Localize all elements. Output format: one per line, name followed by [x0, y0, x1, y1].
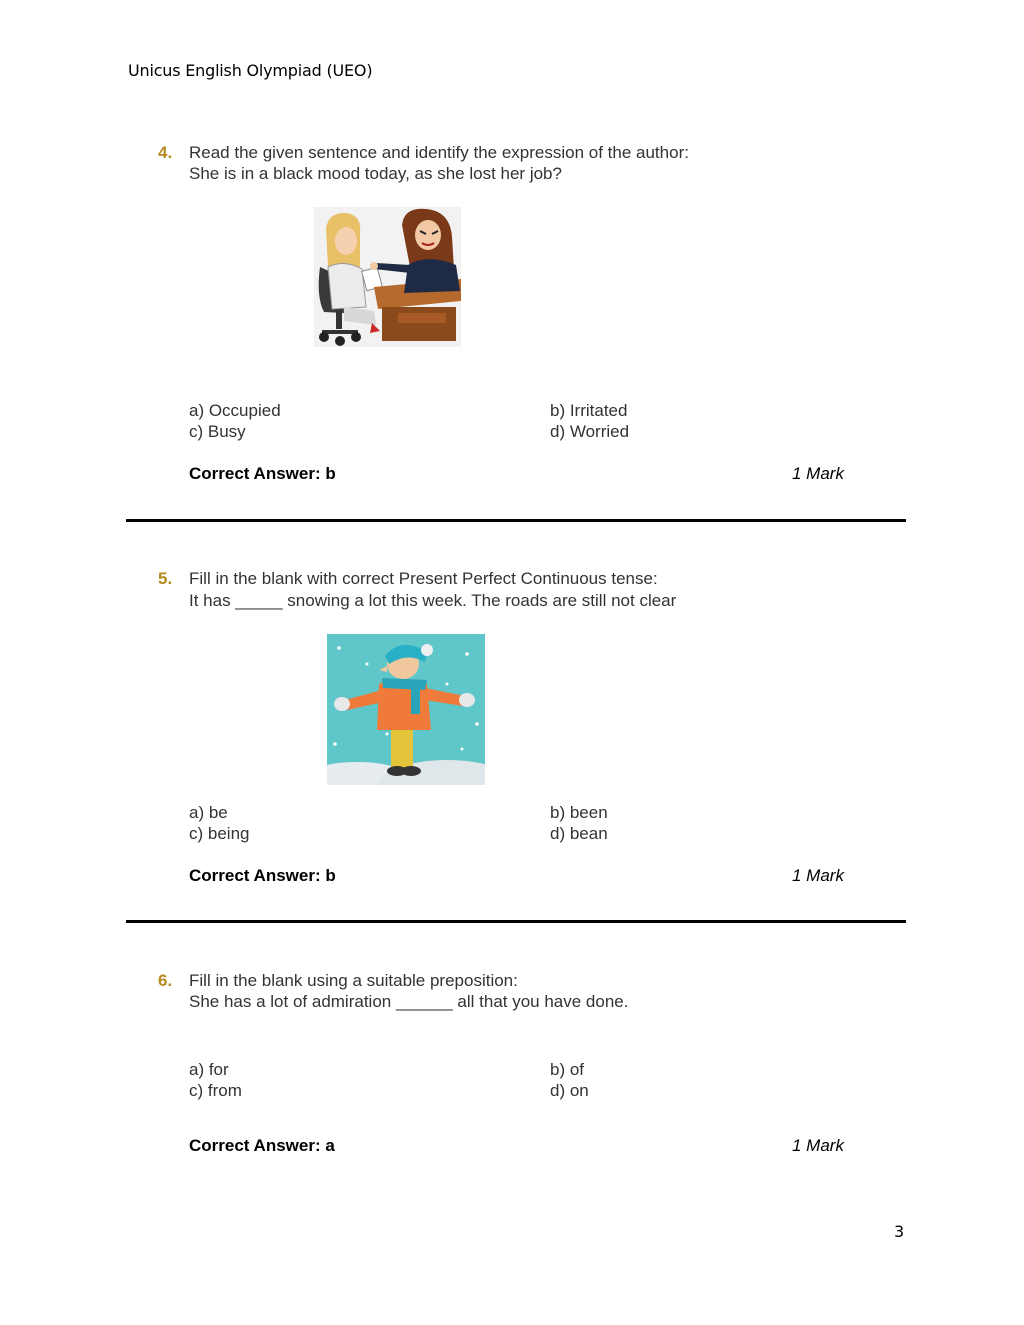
- mark-value: 1 Mark: [792, 464, 844, 483]
- correct-answer: Correct Answer: a: [189, 1136, 335, 1155]
- child-in-snow-illustration: [327, 634, 485, 785]
- option-a: a) be: [189, 803, 228, 822]
- option-c: c) being: [189, 824, 250, 843]
- correct-answer: Correct Answer: b: [189, 464, 336, 483]
- question-prompt: Fill in the blank with correct Present Perfect Continuous tense:: [189, 569, 658, 588]
- option-a: a) Occupied: [189, 401, 281, 420]
- option-b: b) Irritated: [550, 401, 628, 420]
- question-number: 4.: [158, 143, 173, 162]
- office-scolding-illustration: [314, 207, 461, 347]
- section-divider: [126, 920, 906, 923]
- option-a: a) for: [189, 1060, 229, 1079]
- question-sentence: She has a lot of admiration ______ all that you have done.: [189, 992, 629, 1011]
- question-sentence: It has _____ snowing a lot this week. The roads are still not clear: [189, 591, 677, 610]
- mark-value: 1 Mark: [792, 866, 844, 885]
- option-c: c) from: [189, 1081, 242, 1100]
- correct-answer: Correct Answer: b: [189, 866, 336, 885]
- question-sentence: She is in a black mood today, as she lost her job?: [189, 164, 562, 183]
- question-number: 5.: [158, 569, 173, 588]
- section-divider: [126, 519, 906, 522]
- question-prompt: Read the given sentence and identify the expression of the author:: [189, 143, 689, 162]
- question-prompt: Fill in the blank using a suitable preposition:: [189, 971, 518, 990]
- mark-value: 1 Mark: [792, 1136, 844, 1155]
- option-d: d) on: [550, 1081, 589, 1100]
- option-d: d) Worried: [550, 422, 630, 441]
- page-number: 3: [894, 1222, 905, 1241]
- document-header: Unicus English Olympiad (UEO): [128, 61, 373, 80]
- option-c: c) Busy: [189, 422, 246, 441]
- option-b: b) been: [550, 803, 608, 822]
- option-b: b) of: [550, 1060, 585, 1079]
- question-number: 6.: [158, 971, 173, 990]
- option-d: d) bean: [550, 824, 608, 843]
